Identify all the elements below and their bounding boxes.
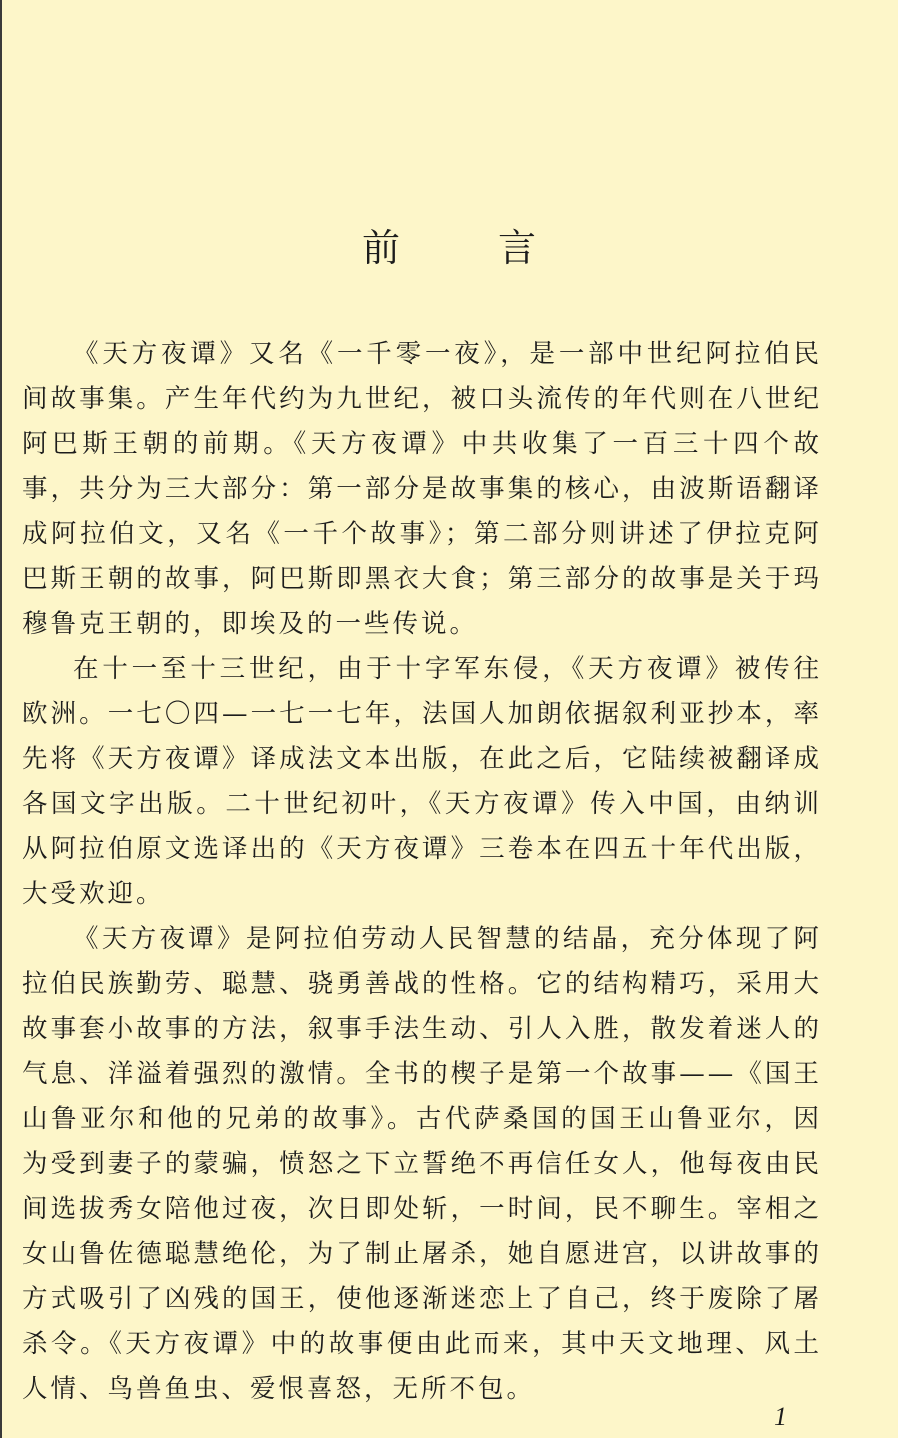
title-char-right: 言 bbox=[498, 226, 537, 270]
page-number: 1 bbox=[774, 1402, 787, 1431]
paragraph-3: 《天方夜谭》是阿拉伯劳动人民智慧的结晶，充分体现了阿拉伯民族勤劳、聪慧、骁勇善战的性格。它的结构精巧，采用大故事套小故事的方法，叙事手法生动、引人入胜，散发着迷人的气息、洋溢着强烈的激情。全书的楔子是第一个故事——《国王山鲁亚尔和他的兄弟的故事》。古代萨桑国的国王山鲁亚尔，因为受到妻子的蒙骗，愤怒之下立誓绝不再信任女人，他每夜由民间选拔秀女陪他过夜，次日即处斩，一时间，民不聊生。宰相之女山鲁佐德聪慧绝伦，为了制止屠杀，她自愿进宫，以讲故事的方式吸引了凶残的国王，使他逐渐迷恋上了自己，终于废除了屠杀令。《天方夜谭》中的故事便由此而来，其中天文地理、风土人情、鸟兽鱼虫、爱恨喜怒，无所不包。 bbox=[22, 924, 822, 1404]
title-char-left: 前 bbox=[361, 226, 400, 270]
page-edge bbox=[0, 0, 2, 1438]
paragraph-1: 《天方夜谭》又名《一千零一夜》，是一部中世纪阿拉伯民间故事集。产生年代约为九世纪，被口头流传的年代则在八世纪阿巴斯王朝的前期。《天方夜谭》中共收集了一百三十四个故事，共分为三大部分：第一部分是故事集的核心，由波斯语翻译成阿拉伯文，又名《一千个故事》；第二部分则讲述了伊拉克阿巴斯王朝的故事，阿巴斯即黑衣大食；第三部分的故事是关于玛穆鲁克王朝的，即埃及的一些传说。 bbox=[22, 339, 822, 639]
preface-body bbox=[22, 332, 822, 1412]
page-title bbox=[0, 220, 898, 276]
paragraph-2: 在十一至十三世纪，由于十字军东侵，《天方夜谭》被传往欧洲。一七〇四—一七一七年，法国人加朗依据叙利亚抄本，率先将《天方夜谭》译成法文本出版，在此之后，它陆续被翻译成各国文字出版。二十世纪初叶，《天方夜谭》传入中国，由纳训从阿拉伯原文选译出的《天方夜谭》三卷本在四五十年代出版，大受欢迎。 bbox=[22, 654, 822, 909]
